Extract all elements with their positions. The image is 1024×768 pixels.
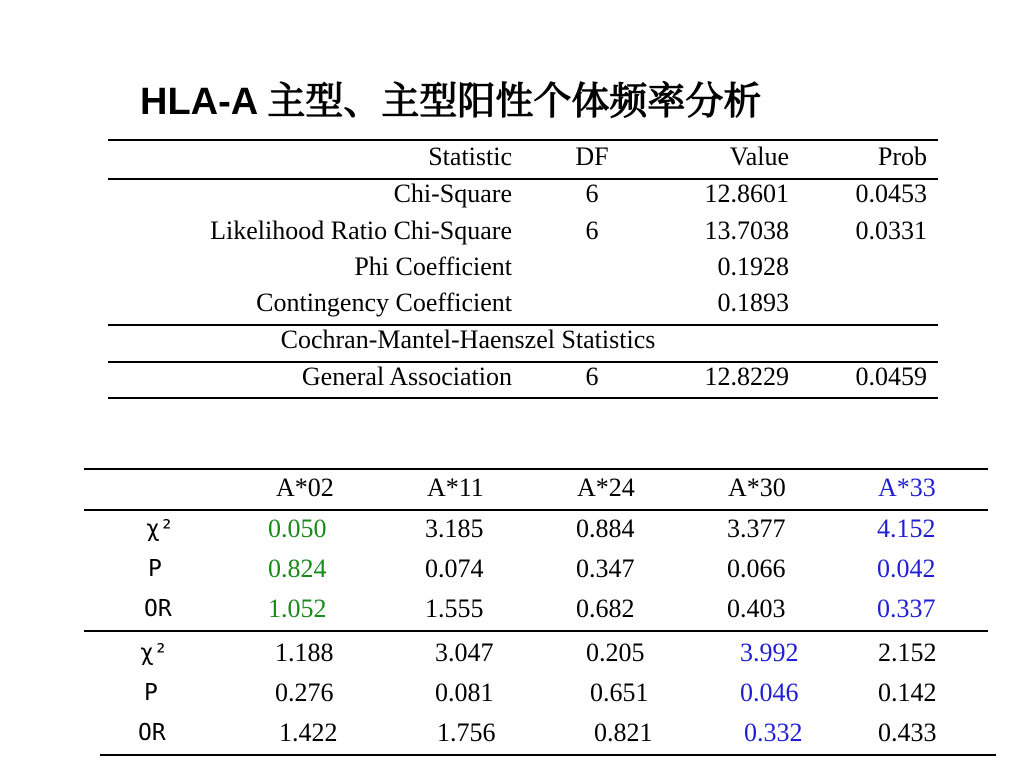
table1-row-statistic: Contingency Coefficient: [256, 288, 512, 317]
section2-value: 1.756: [437, 718, 496, 747]
section1-value: 0.682: [576, 594, 635, 623]
section1-value: 3.185: [425, 514, 484, 543]
table1-row-df: 6: [585, 216, 599, 245]
section2-value: 3.047: [435, 638, 494, 667]
table1-row-prob: 0.0331: [855, 216, 927, 245]
table1-row-value: 12.8601: [704, 179, 789, 208]
section2-value: 0.433: [878, 718, 937, 747]
section2-row-label: OR: [138, 720, 166, 746]
section2-value: 0.081: [435, 678, 494, 707]
section2-value: 0.276: [275, 678, 334, 707]
table1-row-value: 0.1928: [717, 252, 789, 281]
table1-row-statistic: Likelihood Ratio Chi-Square: [210, 216, 512, 245]
section2-row-label: χ²: [140, 640, 168, 666]
section1-value: 1.052: [268, 594, 327, 623]
section1-value: 1.555: [425, 594, 484, 623]
cmh-label-wrap: [108, 322, 938, 358]
table1-row-df: 6: [585, 179, 599, 208]
cmh-row-df: 6: [585, 362, 599, 391]
allele-column-header: A*30: [728, 473, 786, 502]
section2-value: 3.992: [740, 638, 799, 667]
section1-value: 0.824: [268, 554, 327, 583]
cmh-row-statistic: General Association: [301, 362, 512, 391]
table1-header-prob: Prob: [877, 142, 927, 171]
allele-column-header: A*02: [276, 473, 334, 502]
section2-value: 1.422: [279, 718, 338, 747]
section1-value: 0.403: [727, 594, 786, 623]
section1-value: 0.074: [425, 554, 484, 583]
table1-row-value: 13.7038: [704, 216, 789, 245]
cmh-label: Cochran-Mantel-Haenszel Statistics: [280, 325, 656, 354]
section1-value: 3.377: [727, 514, 786, 543]
section2-value: 2.152: [878, 638, 937, 667]
allele-column-header: A*11: [427, 473, 484, 502]
section1-value: 0.337: [877, 594, 936, 623]
table1-row-statistic: Phi Coefficient: [354, 252, 512, 281]
section1-row-label: OR: [144, 596, 172, 622]
table1-bottom-rule: [108, 397, 938, 399]
slide-title: HLA-A 主型、主型阳性个体频率分析: [140, 81, 762, 123]
table1-row-value: 0.1893: [717, 288, 789, 317]
table1-row-prob: 0.0453: [855, 179, 927, 208]
cmh-row-prob: 0.0459: [855, 362, 927, 391]
allele-column-header: A*24: [577, 473, 635, 502]
table2-bottom-rule: [100, 754, 996, 756]
allele-column-header-highlight: A*33: [878, 473, 936, 502]
section2-value: 0.332: [744, 718, 803, 747]
table2-section-rule: [84, 630, 988, 632]
section1-value: 0.066: [727, 554, 786, 583]
section2-value: 0.821: [594, 718, 653, 747]
section1-value: 0.884: [576, 514, 635, 543]
cmh-row-value: 12.8229: [704, 362, 789, 391]
table1-header-value: Value: [729, 142, 789, 171]
section2-value: 1.188: [275, 638, 334, 667]
section1-value: 0.347: [576, 554, 635, 583]
section1-row-label: P: [148, 556, 162, 582]
section2-row-label: P: [144, 680, 158, 706]
section1-row-label: χ²: [146, 516, 174, 542]
section2-value: 0.651: [590, 678, 649, 707]
section2-value: 0.142: [878, 678, 937, 707]
section2-value: 0.046: [740, 678, 799, 707]
table1-row-statistic: Chi-Square: [393, 179, 512, 208]
table2-top-rule: [84, 468, 988, 470]
table1-header-statistic: Statistic: [428, 142, 512, 171]
section1-value: 0.050: [268, 514, 327, 543]
table1-header-df: DF: [575, 142, 609, 171]
section1-value: 4.152: [877, 514, 936, 543]
section1-value: 0.042: [877, 554, 936, 583]
section2-value: 0.205: [586, 638, 645, 667]
table2-header-rule: [84, 509, 988, 511]
